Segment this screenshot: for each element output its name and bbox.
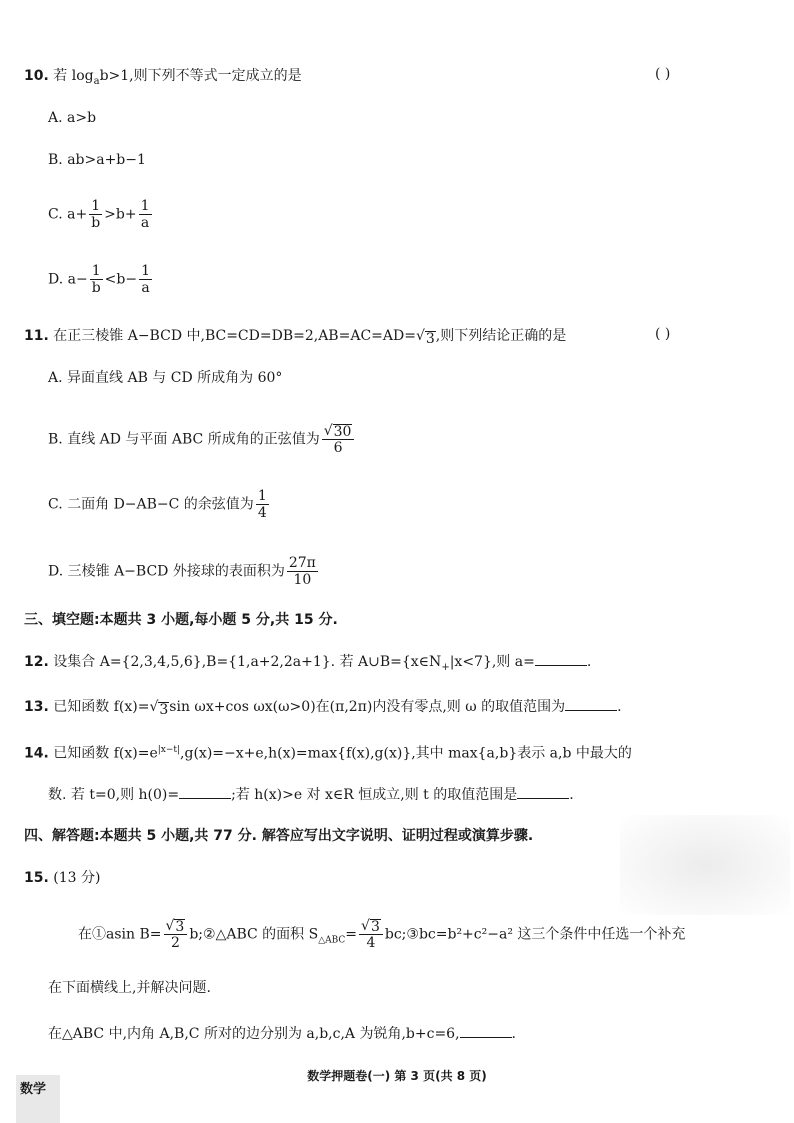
q10-option-b: B. ab>a+b−1: [48, 152, 146, 168]
sqrt: √ 3: [415, 328, 435, 347]
sqrt: √ 3: [149, 699, 169, 718]
fraction: $\frac{1}{b}$: [91, 263, 101, 296]
subject-badge: 数学: [16, 1075, 60, 1123]
q11-option-b: B. 直线 AD 与平面 ABC 所成角的正弦值为 √ 30 6: [48, 423, 356, 456]
question-14-line-1: 14. 已知函数 $f(x)=e^{|x-t|},g(x)=-x+e,h(x)=\max\{f(x),g(x)\}$,其中 max{a,b}表示 a,b 中最大的: [24, 745, 632, 762]
question-15-conditions: 在①asin B= √ 3 2 b;②△ABC 的面积 $S_{\triangle ABC}=$ √ 3 4 bc;③bc=b²+c²−a² 这三个条件中任选一个补充: [78, 918, 686, 951]
answer-blank[interactable]: [565, 696, 617, 711]
q11-option-c: C. 二面角 D−AB−C 的余弦值为 $\frac{1}{4}$: [48, 488, 267, 521]
fraction: $\frac{1}{b}$: [91, 198, 101, 231]
fraction: $\frac{1}{a}$: [141, 263, 151, 296]
sqrt: √ 3: [165, 918, 185, 935]
q10-option-a: A. a>b: [48, 110, 97, 126]
section-3-heading: 三、填空题:本题共 3 小题,每小题 5 分,共 15 分.: [24, 612, 338, 628]
answer-blank[interactable]: [535, 651, 587, 666]
question-15-header: 15. (13 分): [24, 870, 101, 886]
question-11-stem: 11. 在正三棱锥 A−BCD 中,BC=CD=DB=2,AB=AC=AD=√ 3 ,则下列结论正确的是: [24, 328, 567, 347]
question-15-line-3: 在△ABC 中,内角 A,B,C 所对的边分别为 a,b,c,A 为锐角,b+c=6, .: [48, 1023, 516, 1044]
fraction: √ 3 2: [164, 918, 188, 951]
fraction: $\frac{27\pi}{10}$: [288, 555, 316, 588]
question-12: 12. 设集合 A={2,3,4,5,6},B={1,a+2,2a+1}. 若 $A\cup B=\{x\in N_+|x<7\}$,则 a= .: [24, 651, 591, 678]
question-14-line-2: 数. 若 t=0,则 h(0)= ;若 h(x)>e 对 x∈R 恒成立,则 t 的取值范围是 .: [48, 784, 574, 805]
sqrt: √ 3: [361, 918, 380, 935]
fraction: √ 3 4: [359, 918, 383, 951]
q10-option-d: D. a− $\frac{1}{b}$ <b− $\frac{1}{a}$: [48, 263, 151, 296]
sqrt: √ 30: [323, 423, 352, 440]
q11-option-d: D. 三棱锥 A−BCD 外接球的表面积为 $\frac{27\pi}{10}$: [48, 555, 316, 588]
answer-blank[interactable]: [460, 1023, 512, 1038]
fraction: √ 30 6: [322, 423, 355, 456]
section-4-heading: 四、解答题:本题共 5 小题,共 77 分. 解答应写出文字说明、证明过程或演算步骤.: [24, 828, 534, 844]
fraction: $\frac{1}{a}$: [140, 198, 150, 231]
answer-paren-10: ( ): [655, 66, 671, 82]
q11-option-a: A. 异面直线 AB 与 CD 所成角为 60°: [48, 370, 283, 386]
question-15-line-2: 在下面横线上,并解决问题.: [48, 980, 211, 996]
answer-paren-11: ( ): [655, 326, 671, 342]
fraction: $\frac{1}{4}$: [257, 488, 267, 521]
page-footer: 数学押题卷(一) 第 3 页(共 8 页): [307, 1069, 487, 1083]
scan-smudge: [620, 815, 790, 915]
answer-blank[interactable]: [517, 784, 569, 799]
q10-option-c: C. a+ $\frac{1}{b}$ >b+ $\frac{1}{a}$: [48, 198, 150, 231]
question-13: 13. 已知函数 f(x)=√ 3 sin ωx+cos ωx(ω>0)在(π,2π)内没有零点,则 ω 的取值范围为 .: [24, 696, 622, 717]
answer-blank[interactable]: [179, 784, 231, 799]
question-10-stem: 10. 若 $\log_ab>1$,则下列不等式一定成立的是: [24, 68, 302, 87]
